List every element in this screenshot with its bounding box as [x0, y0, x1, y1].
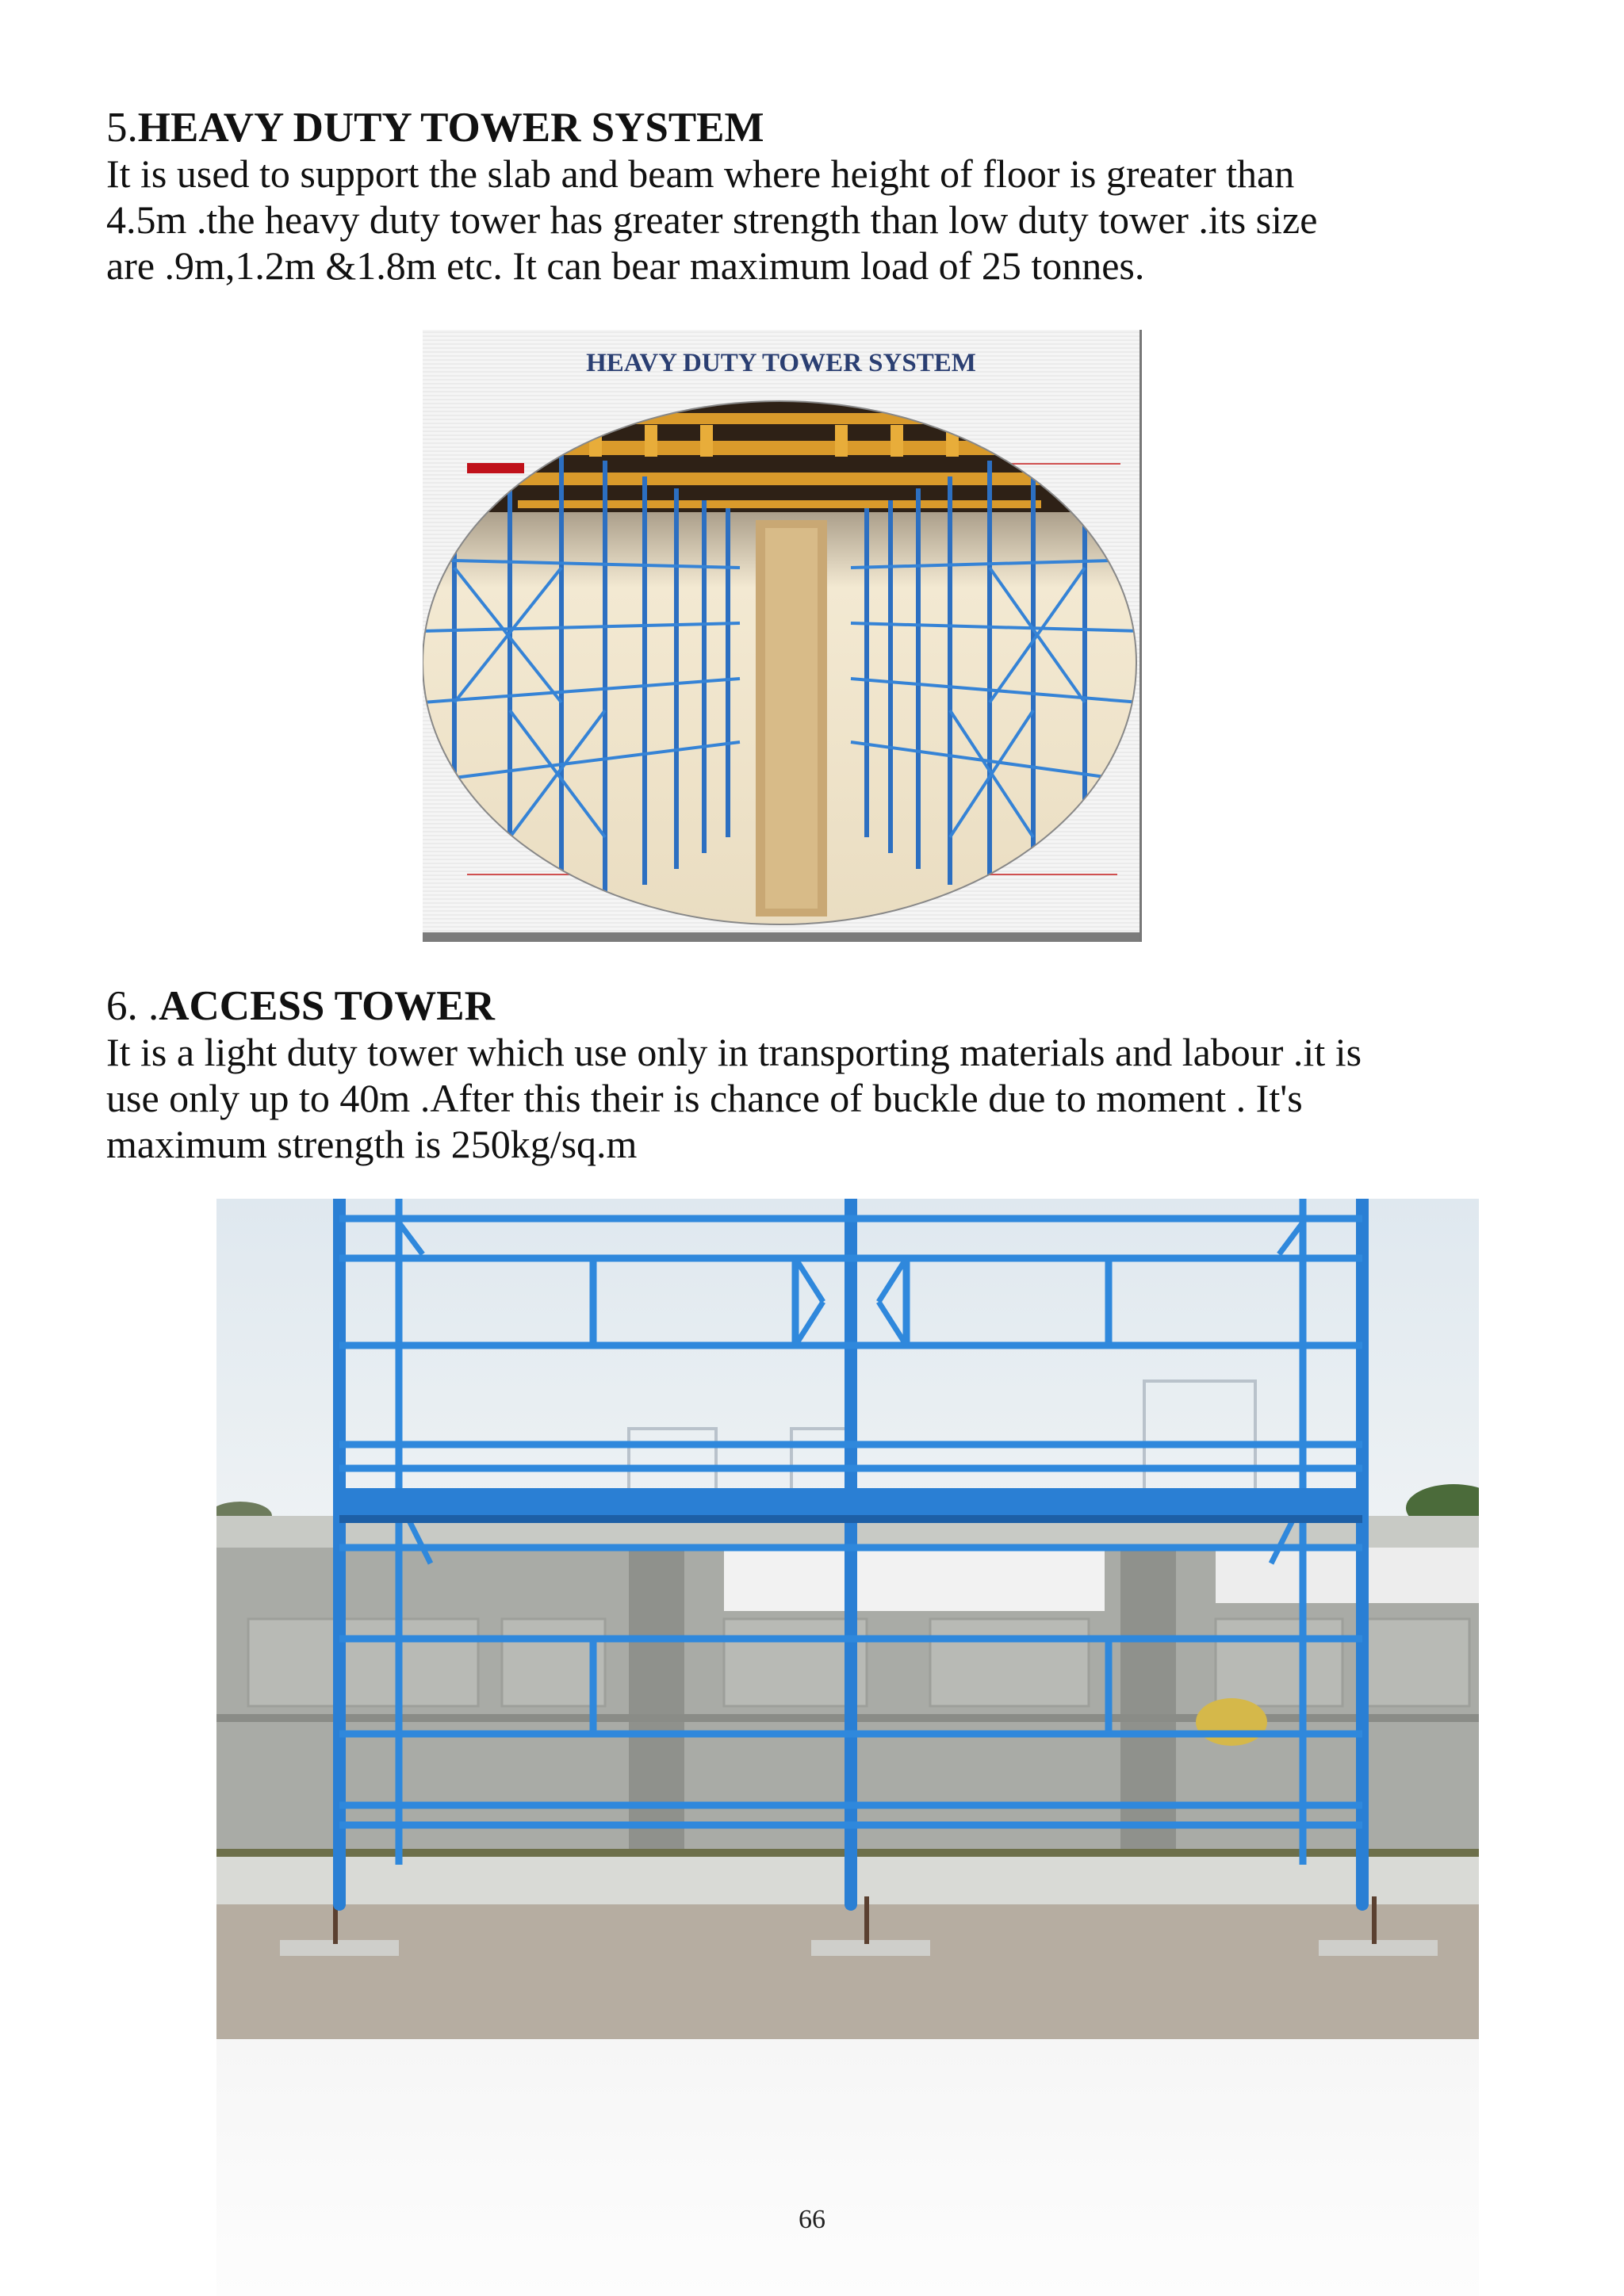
figure-fade-area — [216, 2039, 1479, 2296]
section-6-title: ACCESS TOWER — [159, 983, 495, 1029]
section-5-line: 4.5m .the heavy duty tower has greater strength than low duty tower .its size — [106, 197, 1318, 242]
figure-title: HEAVY DUTY TOWER SYSTEM — [586, 349, 976, 377]
figure-bottom-strip — [423, 932, 1139, 942]
section-6-text — [106, 1029, 1534, 1167]
decorative-bar — [467, 463, 524, 473]
heavy-duty-tower-photo — [423, 330, 1139, 942]
section-5-heading — [106, 105, 764, 151]
access-tower-figure — [216, 1199, 1479, 2039]
section-6-line: It is a light duty tower which use only in transporting materials and labour .it is — [106, 1030, 1362, 1074]
access-tower-photo — [216, 1199, 1479, 2039]
section-6-line: maximum strength is 250kg/sq.m — [106, 1122, 638, 1166]
section-5-line: are .9m,1.2m &1.8m etc. It can bear maximum load of 25 tonnes. — [106, 243, 1145, 288]
section-5-line: It is used to support the slab and beam where height of floor is greater than — [106, 151, 1295, 196]
section-6-number: 6. . — [106, 983, 159, 1029]
section-5-number: 5. — [106, 105, 138, 151]
heavy-duty-tower-figure — [423, 330, 1142, 942]
section-6-heading — [106, 983, 495, 1029]
section-6-line: use only up to 40m .After this their is chance of buckle due to moment . It's — [106, 1076, 1303, 1120]
section-5-title: HEAVY DUTY TOWER SYSTEM — [137, 105, 764, 151]
page-number: 66 — [799, 2205, 825, 2234]
section-5-text — [106, 151, 1534, 289]
